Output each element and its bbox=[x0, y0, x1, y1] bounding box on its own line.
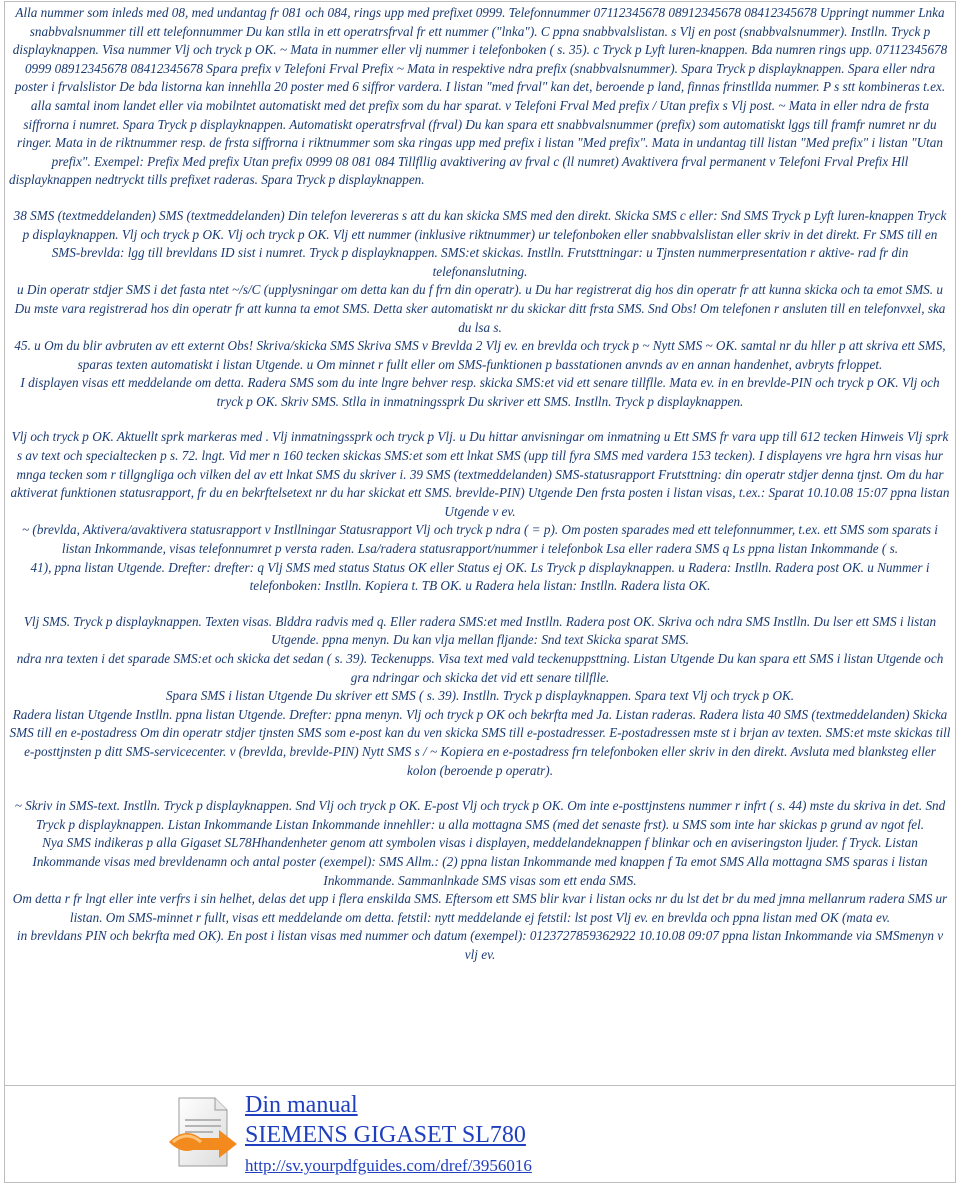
body-paragraph: Spara SMS i listan Utgende Du skriver ett SMS ( s. 39). Instlln. Tryck p displayknappen. Spara text Vlj och tryck p OK. bbox=[165, 688, 795, 704]
body-paragraph: Radera listan Utgende Instlln. ppna listan Utgende. Drefter: ppna menyn. Vlj och tryck p OK och bekrfta med Ja. Listan raderas. Radera lista 40 SMS (textmeddelanden) Skicka SMS till en e-postadress Om din operatr stdjer tjnsten SMS som e-post kan du ven skicka SMS till e-postadresser. E-postadressen mste st i brjan av texten. SMS:et mste skickas till e-posttjnsten p ditt SMS-servicecenter. v (brevlda, brevlde-PIN) Nytt SMS s / ~ Kopiera en e-postadress frn telefonboken eller skriv in den direkt. Avsluta med blanksteg eller kolon (beroende p operatr). bbox=[9, 706, 951, 778]
paragraph-gap bbox=[7, 596, 953, 613]
body-paragraph: in brevldans PIN och bekrfta med OK). En post i listan visas med nummer och datum (exempel): 0123727859362922 10.10.08 09:07 ppna listan Inkommande via SMSmenyn v vlj ev. bbox=[16, 928, 944, 962]
footer-links bbox=[245, 1090, 532, 1180]
body-paragraph: Vlj SMS. Tryck p displayknappen. Texten visas. Blddra radvis med q. Eller radera SMS:et med Instlln. Radera post OK. Skriva och ndra SMS Instlln. Du lser ett SMS i listan Utgende. ppna menyn. Du kan vlja mellan fljande: Snd text Skicka sparat SMS. bbox=[23, 613, 937, 648]
document-body bbox=[7, 4, 953, 1084]
body-paragraph: Alla nummer som inleds med 08, med undantag fr 081 och 084, rings upp med prefixet 0999. Telefonnummer 07112345678 08912345678 08412345678 Uppringt nummer Lnka snabbvalsnummer till ett telefonnummer Du kan stlla in ett operatrsfrval fr ett nummer ("lnka"). C ppna snabbvalslistan. s Vlj en post (snabbvalsnummer). Instlln. Tryck p displayknappen. Visa nummer Vlj och tryck p OK. ~ Mata in nummer eller vlj nummer i telefonboken ( s. 35). c Tryck p Lyft luren-knappen. Bda numren rings upp. 07112345678 0999 08912345678 08412345678 Spara prefix v Telefoni Frval Prefix ~ Mata in respektive ndra prefix (snabbvalsnummer). Spara Tryck p displayknappen. Spara eller ndra poster i frvalslistor De bda listorna kan innehlla 20 poster med 6 siffror vardera. I listan "med frval" kan det, beroende p land, finnas frinstllda nummer. P s stt kombineras t.ex. alla samtal inom landet eller via mobilntet automatiskt med det prefix som du har sparat. v Telefoni Frval Med prefix / Utan prefix s Vlj post. ~ Mata in eller ndra de frsta siffrorna i numret. Spara Tryck p displayknappen. Automatiskt operatrsfrval (frval) Du kan spara ett snabbvalsnummer (prefix) som automatiskt lggs till framfr numret nr du ringer. Mata in de riktnummer resp. de frsta siffrorna i riktnummer som ska ringas upp med prefix i listan "Med prefix". Mata in undantag till listan "Med prefix" i listan "Utan prefix". Exempel: Prefix Med prefix Utan prefix 0999 08 081 084 Tillfllig avaktivering av frval c (ll numret) Avaktivera frval permanent v Telefoni Frval Prefix Hll displayknappen nedtryckt tills prefixet raderas. Spara Tryck p displayknappen. bbox=[9, 5, 948, 188]
body-paragraph: 38 SMS (textmeddelanden) SMS (textmeddelanden) Din telefon levereras s att du kan skicka SMS med den direkt. Skicka SMS c eller: Snd SMS Tryck p Lyft luren-knappen Tryck p displayknappen. Vlj och tryck p OK. Vlj och tryck p OK. Vlj ett nummer (inklusive riktnummer) ur telefonboken eller snabbvalslistan eller skriv in det direkt. Fr SMS till en SMS-brevlda: lgg till brevldans ID sist i numret. Tryck p displayknappen. SMS:et skickas. Instlln. Frutsttningar: u Tjnsten nummerpresentation r aktive- rad fr din telefonanslutning. bbox=[13, 207, 947, 279]
pdf-document-icon bbox=[165, 1094, 239, 1176]
body-paragraph: ~ Skriv in SMS-text. Instlln. Tryck p displayknappen. Snd Vlj och tryck p OK. E-post Vlj och tryck p OK. Om inte e-posttjnstens nummer r infrt ( s. 44) mste du skriva in det. Snd Tryck p displayknappen. Listan Inkommande Listan Inkommande innehller: u alla mottagna SMS (med det senaste frst). u SMS som inte har skickas p grund av ngot fel. bbox=[14, 798, 946, 832]
body-paragraph: Nya SMS indikeras p alla Gigaset SL78Hhandenheter genom att symbolen visas i displayen, meddelandeknappen f blinkar och en aviseringston ljuder. f Tryck. Listan Inkommande visas med brevldenamn och antal poster (exempel): SMS Allm.: (2) ppna listan Inkommande med knappen f Ta emot SMS Alla mottagna SMS sparas i listan Inkommande. Sammanlnkade SMS visas som ett enda SMS. bbox=[32, 835, 928, 888]
footer bbox=[155, 1090, 855, 1182]
body-paragraph: ~ (brevlda, Aktivera/avaktivera statusrapport v Instllningar Statusrapport Vlj och tryck p ndra ( = p). Om posten sparades med ett telefonnummer, t.ex. ett SMS som sparats i listan Inkommande, visas telefonnumret p versta raden. Lsa/radera statusrapport/nummer i telefonbok Lsa eller radera SMS q Ls ppna listan Inkommande ( s. bbox=[22, 522, 938, 557]
body-paragraph: 45. u Om du blir avbruten av ett externt Obs! Skriva/skicka SMS Skriva SMS v Brevlda 2 Vlj ev. en brevlda och tryck p ~ Nytt SMS ~ OK. samtal nr du hller p att skriva ett SMS, sparas texten automatiskt i listan Utgende. u Om minnet r fullt eller om SMS-funktionen p basstationen anvnds av en annan handenhet, avbryts frloppet. bbox=[14, 338, 946, 372]
product-link[interactable]: SIEMENS GIGASET SL780 bbox=[245, 1122, 526, 1148]
document-page bbox=[4, 1, 956, 1183]
body-paragraph: Vlj och tryck p OK. Aktuellt sprk markeras med . Vlj inmatningssprk och tryck p Vlj. u Du hittar anvisningar om inmatning u Ett SMS fr vara upp till 612 tecken Hinweis Vlj sprk s av text och specialtecken p s. 72. lngt. Vid mer n 160 tecken skickas SMS:et som ett lnkat SMS (upp till fyra SMS med vardera 153 tecken). I displayens vre hgra hrn visas hur mnga tecken som r tillgngliga och vilken del av ett lnkat SMS du skriver i. 39 SMS (textmeddelanden) SMS-statusrapport Frutsttning: din operatr stdjer denna tjnst. Om du har aktiverat funktionen statusrapport, fr du en bekrftelsetext nr du har skickat ett SMS. brevlde-PIN) Utgende Den frsta posten i listan visas, t.ex.: Sparat 10.10.08 15:07 ppna listan Utgende v ev. bbox=[10, 429, 950, 519]
paragraph-gap bbox=[7, 190, 953, 207]
body-paragraph: u Din operatr stdjer SMS i det fasta ntet ~/s/C (upplysningar om detta kan du f frn din operatr). u Du har registrerat dig hos din operatr fr att kunna skicka och ta emot SMS. u Du mste vara registrerad hos din operatr fr att kunna ta emot SMS. Detta sker automatiskt nr du skickar ditt frsta SMS. Snd Obs! Om telefonen r ansluten till en telefonvxel, ska du lsa s. bbox=[14, 282, 946, 335]
manual-link[interactable]: Din manual bbox=[245, 1092, 358, 1118]
body-paragraph: 41), ppna listan Utgende. Drefter: drefter: q Vlj SMS med status Status OK eller Status ej OK. Ls Tryck p displayknappen. u Radera: Instlln. Radera post OK. u Nummer i telefonboken: Instlln. Kopiera t. TB OK. u Radera hela listan: Instlln. Radera lista OK. bbox=[30, 559, 930, 594]
paragraph-gap bbox=[7, 780, 953, 797]
body-paragraph: Om detta r fr lngt eller inte verfrs i sin helhet, delas det upp i flera enskilda SMS. Eftersom ett SMS blir kvar i listan ocks nr du lst det br du med jmna mellanrum radera SMS ur listan. Om SMS-minnet r fullt, visas ett meddelande om detta. fetstil: nytt meddelande ej fetstil: lst post Vlj ev. en brevlda och ppna listan med OK (mata ev. bbox=[12, 891, 948, 925]
footer-divider bbox=[5, 1085, 955, 1086]
body-paragraph: ndra nra texten i det sparade SMS:et och skicka det sedan ( s. 39). Teckenupps. Visa text med vald teckenuppsttning. Listan Utgende Du kan spara ett SMS i listan Utgende och gra ndringar och skicka det vid ett senare tillflle. bbox=[16, 651, 944, 685]
body-paragraph: I displayen visas ett meddelande om detta. Radera SMS som du inte lngre behver resp. skicka SMS:et vid ett senare tillflle. Mata ev. in en brevlde-PIN och tryck p OK. Vlj och tryck p OK. Skriv SMS. Stlla in inmatningssprk Du skriver ett SMS. Instlln. Tryck p displayknappen. bbox=[20, 375, 940, 409]
url-link[interactable]: http://sv.yourpdfguides.com/dref/3956016 bbox=[245, 1156, 532, 1175]
paragraph-gap bbox=[7, 411, 953, 428]
